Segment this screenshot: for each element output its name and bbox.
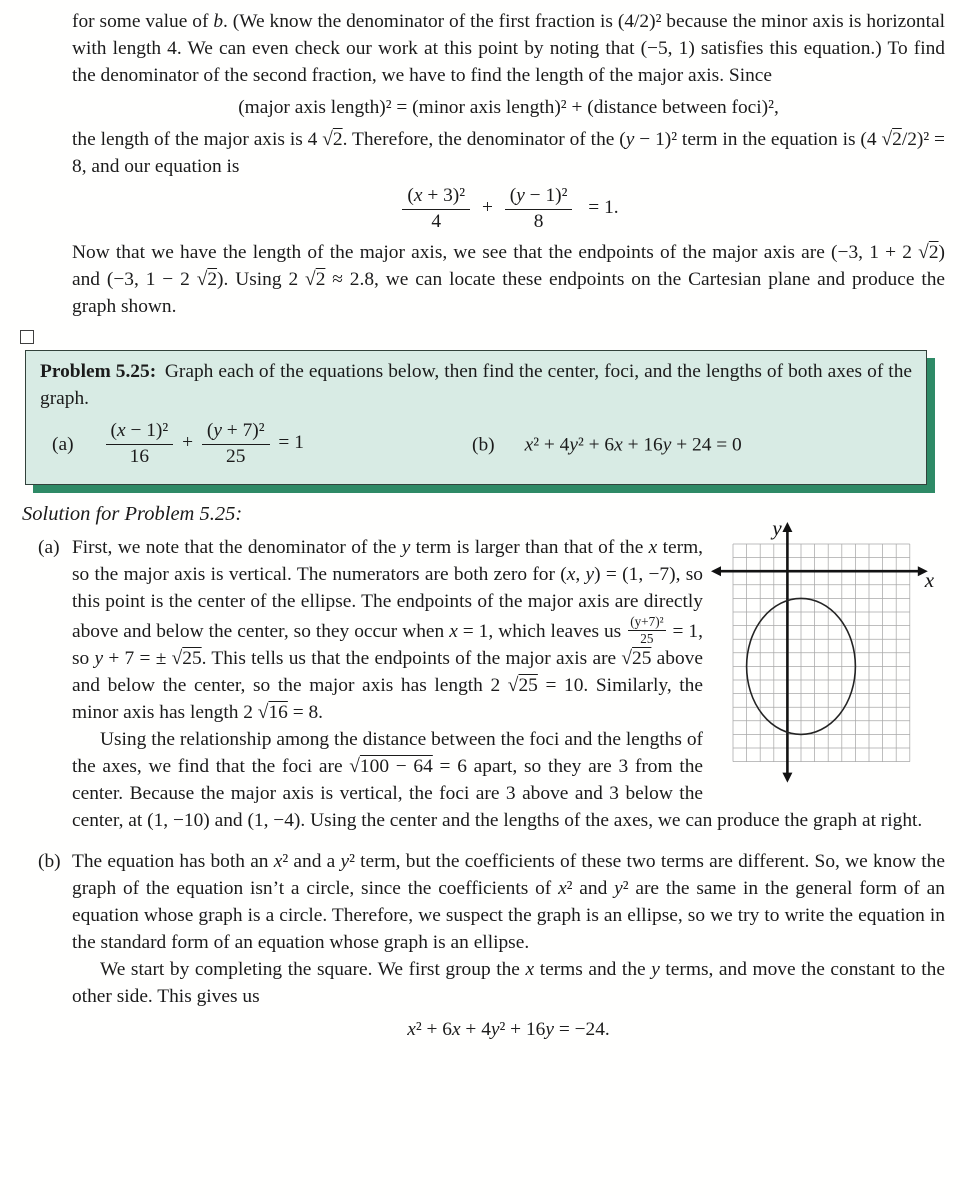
fraction-denominator: 25 [226, 446, 246, 468]
part-b-equation: x² + 4y² + 6x + 16y + 24 = 0 [524, 434, 742, 456]
y-axis-bottom-arrow-icon [782, 772, 792, 782]
solution-a-paragraph-2: Using the relationship among the distance between the foci and the lengths of the axes, we find that the foci are √100 − 64 = 6 apart, so they are 3 from the center. Because the major axis is vertical, the foci are 3 above and 3 below the center, at (1, −10) and (1, −4). Using the center and the lengths of the axes, we can produce the graph at right. [72, 729, 923, 832]
part-a-label: (a) [38, 536, 60, 558]
part-a-equation [102, 420, 304, 469]
plus-operator: + [182, 432, 194, 454]
fraction-numerator: (x + 3)² [402, 185, 470, 210]
fraction [202, 420, 270, 469]
fraction-numerator: (y − 1)² [505, 185, 573, 210]
intro-paragraph: for some value of b. (We know the denominator of the first fraction is (4/2)² because the minor axis is horizontal with length 4. We can even check our work at this point by noting that (−5, 1) satisfies this equation.) To find the denominator of the second fraction, we have to find the length of the major axis. Since [72, 11, 945, 86]
fraction [505, 185, 573, 234]
completing-square-equation: x² + 6x + 4y² + 16y = −24. [407, 1019, 610, 1041]
endpoints-paragraph: Now that we have the length of the major axis, we see that the endpoints of the major axis are (−3, 1 + 2 √2) and (−3, 1 − 2 √2). Using 2 √2 ≈ 2.8, we can locate these endpoints on the Cartesian plane and produce the graph shown. [72, 241, 946, 317]
problem-label: Problem 5.25: [40, 360, 157, 382]
fraction-denominator: 16 [129, 446, 150, 468]
solution-a-paragraph-1: First, we note that the denominator of the y term is larger than that of the x term, so the major axis is vertical. The numerators are both zero for (x, y) = (1, −7), so this point is the center of the ellipse. The endpoints of the major axis are directly above and below the center, so they occur when x = 1, which leaves us $\frac{\text{(y+7)²}}{25}$ = 1, so y + 7 = ± √25. This tells us that the endpoints of the major axis are √25 above and below the center, so the major axis has length 2 √25 = 10. Similarly, the minor axis has length 2 √16 = 8. [72, 536, 704, 724]
solution-heading: Solution for Problem 5.25: [22, 502, 243, 525]
ellipse-equation [72, 185, 945, 234]
equation-rhs: = 1 [278, 432, 304, 454]
y-axis-label: y [772, 519, 782, 540]
problem-statement-text: Graph each of the equations below, then find the center, foci, and the lengths of both axes of the graph. [40, 360, 912, 409]
part-b-label: (b) [472, 434, 495, 456]
fraction [402, 185, 470, 234]
fraction-numerator: (x − 1)² [106, 420, 174, 445]
problem-box [25, 350, 927, 485]
major-axis-paragraph: the length of the major axis is 4 √2. Therefore, the denominator of the (y − 1)² term in the equation is (4 √2/2)² = 8, and our equation is [72, 129, 945, 177]
equation-rhs: = 1. [588, 196, 619, 218]
solution-part-a [38, 519, 945, 835]
problem-part-b [472, 431, 742, 458]
equation-text: (major axis length)² = (minor axis length)² + (distance between foci)², [238, 97, 779, 118]
part-b-label: (b) [38, 851, 61, 873]
solution-part-b [38, 848, 945, 956]
fraction-denominator: 8 [533, 210, 544, 232]
exercise-checkbox-icon [20, 330, 34, 344]
part-a-label: (a) [52, 434, 74, 456]
fraction-denominator: 4 [431, 210, 442, 232]
problem-statement [40, 358, 912, 412]
y-axis-top-arrow-icon [782, 522, 792, 532]
axes-relation-equation [72, 94, 945, 121]
problem-equations-row [40, 414, 912, 476]
fraction [106, 420, 174, 469]
problem-part-a [52, 420, 304, 469]
inline-fraction: $\frac{\text{(y+7)²}}{25}$ [630, 613, 664, 646]
plus-operator: + [481, 196, 493, 218]
x-axis-label: x [924, 567, 935, 592]
coordinate-graph [711, 520, 945, 790]
x-axis-left-arrow-icon [711, 566, 721, 576]
fraction-numerator: (y + 7)² [202, 420, 270, 445]
solution-b-paragraph-2: We start by completing the square. We first group the x terms and the y terms, and move the constant to the other side. This gives us [72, 959, 945, 1008]
solution-b-paragraph-1: The equation has both an x² and a y² term, but the coefficients of these two terms are different. So, we know the graph of the equation isn’t a circle, since the coefficients of x² and y² are the same in the general form of an equation whose graph is a circle. Therefore, we suspect the graph is an ellipse, so we try to write the equation in the standard form of an equation whose graph is an ellipse. [72, 851, 945, 954]
